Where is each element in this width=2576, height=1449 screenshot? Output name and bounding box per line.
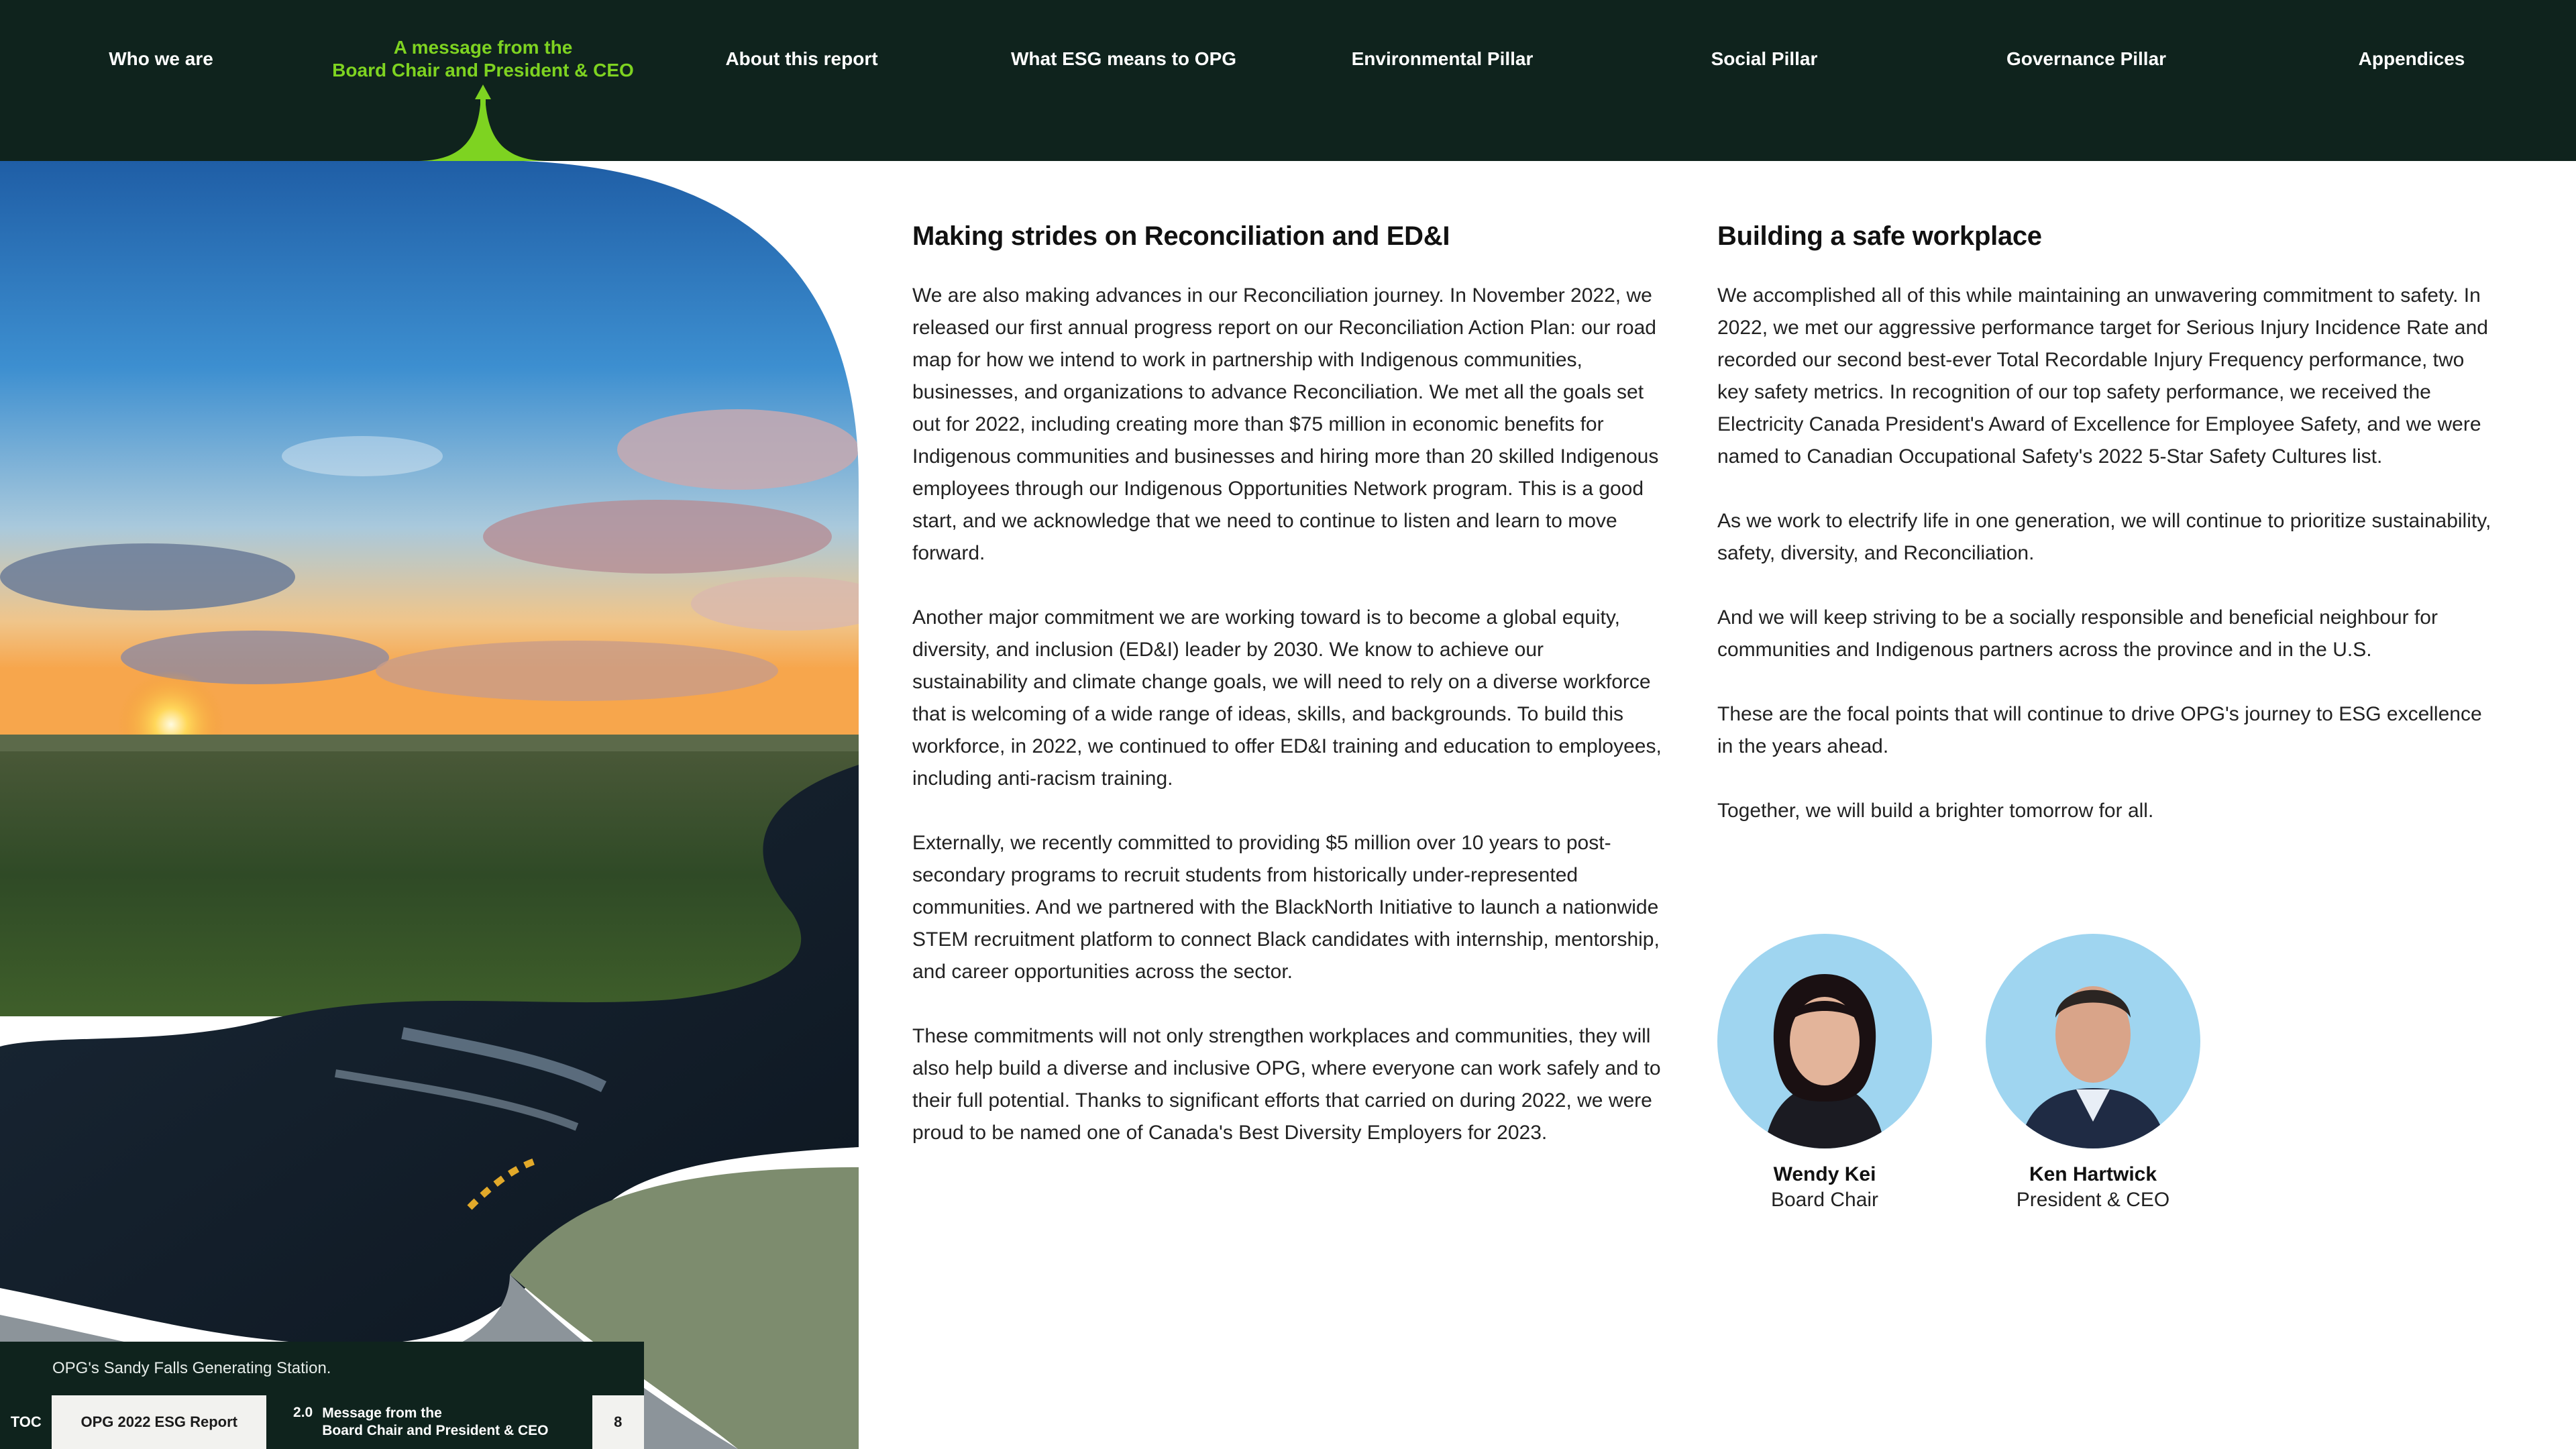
person-role: President & CEO <box>2016 1189 2170 1211</box>
hero-photo <box>0 161 859 1449</box>
paragraph: Externally, we recently committed to providing $5 million over 10 years to post-secondary programs to recruit students from historically under-represented communities. And we partnered with the BlackNorth Initiative to launch a nationwide STEM recruitment platform to connect Black candidates with internship, mentorship, and career opportunities across the sector. <box>912 832 1660 983</box>
section-heading: Making strides on Reconciliation and ED&I <box>912 221 1450 251</box>
photo-caption <box>0 1342 644 1395</box>
top-navigation <box>0 0 2576 161</box>
person-name: Ken Hartwick <box>2029 1163 2157 1185</box>
paragraph: These commitments will not only strengthen workplaces and communities, they will also help build a diverse and inclusive OPG, where everyone can work safely and to their full potential. Thanks to significant efforts that carried on during 2022, we were proud to be named one of Canada's Best Diversity Employers for 2023. <box>912 1025 1661 1144</box>
page-number: 8 <box>592 1395 644 1449</box>
person-name: Wendy Kei <box>1773 1163 1876 1185</box>
reconciliation-section <box>912 221 1664 1181</box>
paragraph: Together, we will build a brighter tomorrow for all. <box>1717 800 2154 822</box>
paragraph: We are also making advances in our Reconciliation journey. In November 2022, we released our first annual progress report on our Reconciliation Action Plan: our road map for how we intend to work in partnership with Indigenous communities, businesses, and organizations to advance Reconciliation. We met all the goals set out for 2022, including creating more than $75 million in economic benefits for Indigenous communities and businesses and hiring more than 20 skilled Indigenous employees through our Indigenous Opportunities Network program. This is a good start, and we acknowledge that we need to continue to listen and learn to move forward. <box>912 284 1659 564</box>
avatar <box>1986 934 2200 1148</box>
nav-tab-environmental[interactable]: Environmental Pillar <box>1351 48 1534 69</box>
paragraph: Another major commitment we are working toward is to become a global equity, diversity, and inclusion (ED&I) leader by 2030. We know to achieve our sustainability and climate change goals, we will need to rely on a diverse workforce that is welcoming of a wide range of ideas, skills, and backgrounds. To build this workforce, in 2022, we continued to offer ED&I training and education to employees, including anti-racism training. <box>912 606 1662 790</box>
safety-section <box>1717 221 2496 859</box>
sandy-falls-aerial-image <box>0 161 859 1449</box>
section-title-line2: Board Chair and President & CEO <box>322 1423 549 1438</box>
person-role: Board Chair <box>1770 1189 1879 1211</box>
nav-tab-message-label: A message from the Board Chair and President & CEO <box>332 37 634 80</box>
section-title-line1: Message from the <box>322 1405 442 1421</box>
avatar <box>1717 934 1932 1148</box>
nav-tab-esg-meaning[interactable]: What ESG means to OPG <box>1010 48 1237 69</box>
paragraph: These are the focal points that will continue to drive OPG's journey to ESG excellence in the years ahead. <box>1717 703 2482 757</box>
nav-tab-governance[interactable]: Governance Pillar <box>2006 48 2167 69</box>
nav-tab-social[interactable]: Social Pillar <box>1711 48 1818 69</box>
active-tab-indicator <box>416 85 550 161</box>
paragraph: We accomplished all of this while maintaining an unwavering commitment to safety. In 2022, we met our aggressive performance target for Serious Injury Incidence Rate and recorded our second best-ever Total Recordable Injury Frequency performance, two key safety metrics. In recognition of our top safety performance, we received the Electricity Canada President's Award of Excellence for Employee Safety, and we were named to Canadian Occupational Safety's 2022 5-Star Safety Cultures list. <box>1717 284 2488 468</box>
photo-caption-text: OPG's Sandy Falls Generating Station. <box>52 1359 331 1377</box>
person-card-ceo <box>1972 934 2214 1212</box>
nav-tab-appendices[interactable]: Appendices <box>2358 48 2465 69</box>
section-heading: Building a safe workplace <box>1717 221 2042 251</box>
nav-tab-who-we-are[interactable]: Who we are <box>109 48 213 69</box>
toc-button[interactable]: TOC <box>0 1395 52 1449</box>
report-title-link[interactable]: OPG 2022 ESG Report <box>52 1395 266 1449</box>
section-link[interactable] <box>266 1395 592 1449</box>
person-card-board-chair <box>1704 934 1945 1212</box>
paragraph: As we work to electrify life in one generation, we will continue to prioritize sustainability, safety, diversity, and Reconciliation. <box>1717 510 2491 564</box>
nav-tab-about-report[interactable]: About this report <box>725 48 878 69</box>
section-number: 2.0 <box>293 1405 313 1420</box>
arrow-up-icon <box>475 85 491 107</box>
page-footer <box>0 1395 644 1449</box>
section-title <box>322 1405 548 1440</box>
paragraph: And we will keep striving to be a socially responsible and beneficial neighbour for communities and Indigenous partners across the province and in the U.S. <box>1717 606 2438 661</box>
